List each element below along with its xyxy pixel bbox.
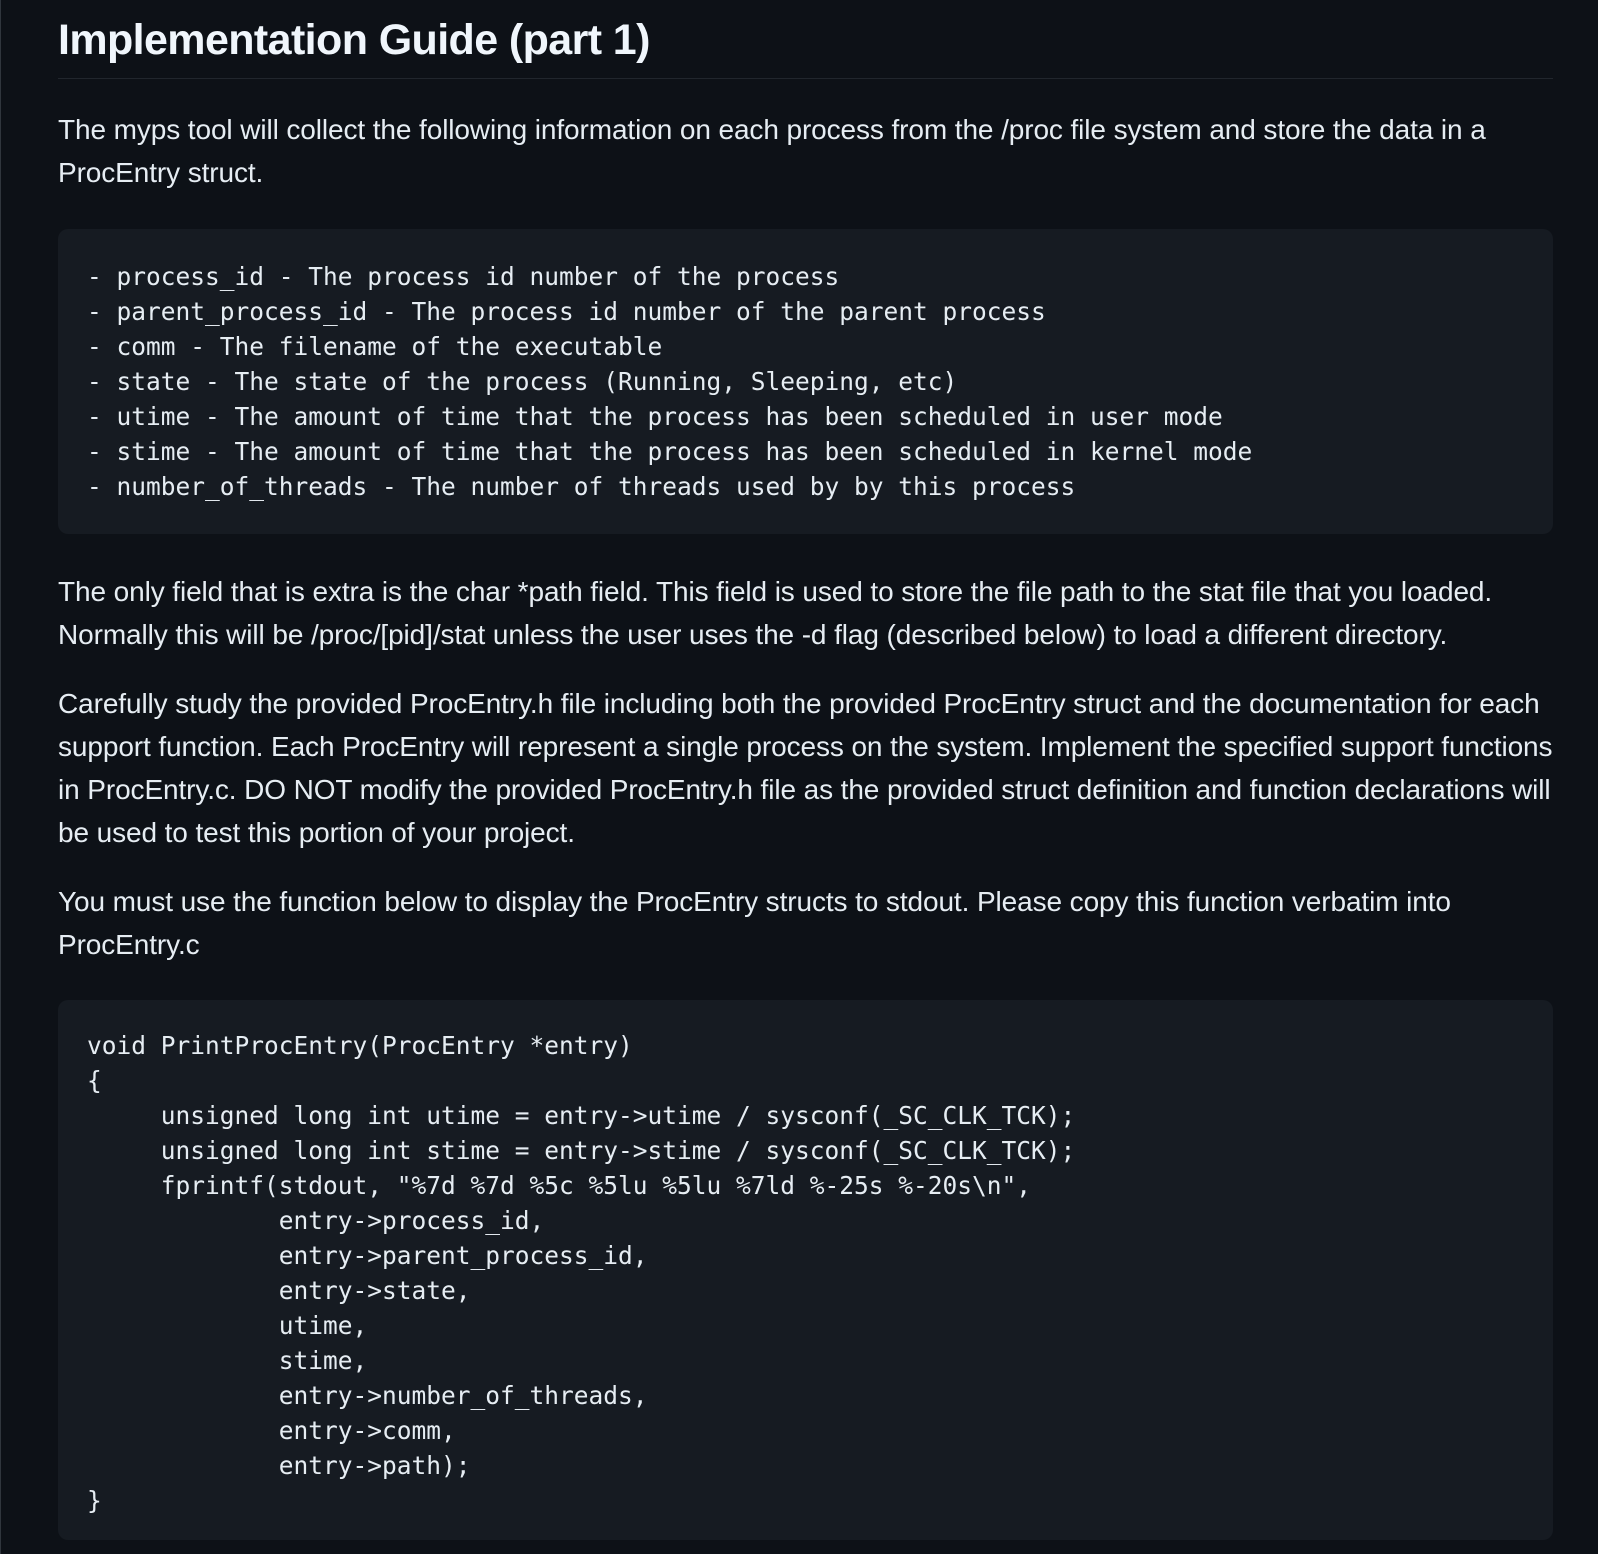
path-field-paragraph: The only field that is extra is the char *path field. This field is used to store the file path to the stat file that you loaded. Normally this will be /proc/[pid]/stat unless the user uses the -d flag (described below) to load a different directory. [58, 576, 1493, 650]
code-line: - utime - The amount of time that the process has been scheduled in user mode [87, 402, 1223, 431]
intro-paragraph: The myps tool will collect the following information on each process from the /proc file system and store the data in a ProcEntry struct. [58, 114, 1486, 188]
page-title: Implementation Guide (part 1) [58, 16, 650, 64]
code-line: utime, [87, 1311, 368, 1340]
code-line: - process_id - The process id number of the process [87, 262, 840, 291]
code-line: - stime - The amount of time that the process has been scheduled in kernel mode [87, 437, 1253, 466]
code-line: - number_of_threads - The number of threads used by by this process [87, 472, 1076, 501]
code-line: entry->path); [87, 1451, 471, 1480]
code-line: } [87, 1486, 102, 1515]
code-line: { [87, 1066, 102, 1095]
heading-divider [58, 78, 1553, 79]
page-left-border [0, 0, 1, 1554]
fields-code-block[interactable] [58, 229, 1553, 534]
code-line: entry->process_id, [87, 1206, 545, 1235]
code-line: entry->parent_process_id, [87, 1241, 648, 1270]
markdown-document [58, 0, 1553, 1540]
code-line: - parent_process_id - The process id number of the parent process [87, 297, 1046, 326]
study-header-paragraph: Carefully study the provided ProcEntry.h file including both the provided ProcEntry struct and the documentation for each support function. Each ProcEntry will represent a single process on the system. Implement the specified support functions in ProcEntry.c. DO NOT modify the provided ProcEntry.h file as the provided struct definition and function declarations will be used to test this portion of your project. [58, 688, 1553, 848]
code-line: stime, [87, 1346, 368, 1375]
code-line: entry->number_of_threads, [87, 1381, 648, 1410]
code-line: unsigned long int utime = entry->utime / sysconf(_SC_CLK_TCK); [87, 1101, 1076, 1130]
print-function-code-block[interactable] [58, 1000, 1553, 1540]
code-line: - comm - The filename of the executable [87, 332, 663, 361]
code-line: entry->state, [87, 1276, 471, 1305]
code-line: unsigned long int stime = entry->stime / sysconf(_SC_CLK_TCK); [87, 1136, 1076, 1165]
code-line: entry->comm, [87, 1416, 456, 1445]
code-line: - state - The state of the process (Running, Sleeping, etc) [87, 367, 958, 396]
code-line: fprintf(stdout, "%7d %7d %5c %5lu %5lu %7ld %-25s %-20s\n", [87, 1171, 1032, 1200]
print-function-paragraph: You must use the function below to display the ProcEntry structs to stdout. Please copy this function verbatim into ProcEntry.c [58, 886, 1451, 960]
code-line: void PrintProcEntry(ProcEntry *entry) [87, 1031, 633, 1060]
